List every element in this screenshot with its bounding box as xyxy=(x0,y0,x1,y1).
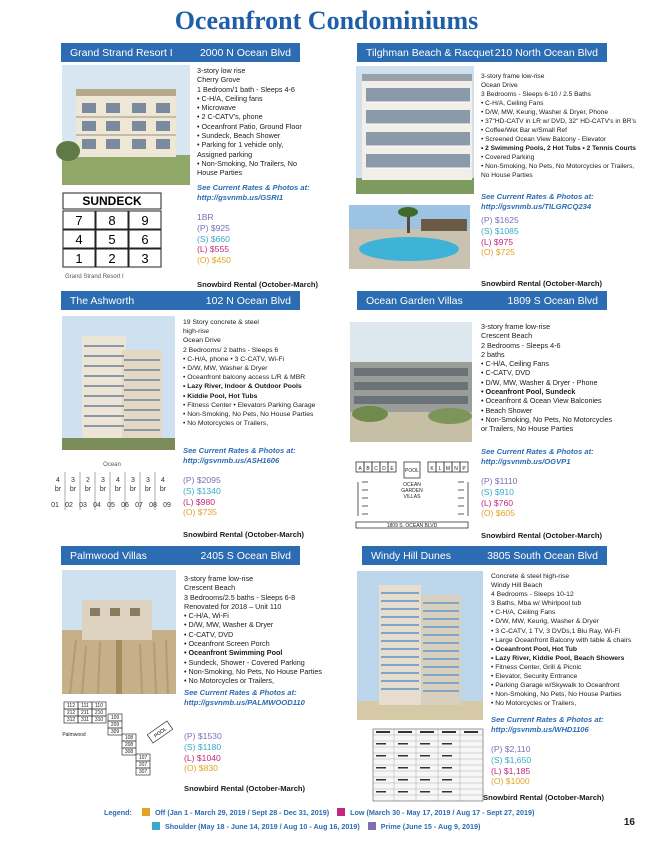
svg-text:br: br xyxy=(159,486,167,493)
price-list: (P) $2,110 (S) $1,650 (L) $1,185 (O) $1000 xyxy=(491,744,532,787)
rates-link[interactable]: See Current Rates & Photos at: http://gsvnmb.us/GSRI1 xyxy=(197,183,310,202)
svg-text:02: 02 xyxy=(65,502,73,509)
listing-name: Tilghman Beach & Racquet xyxy=(366,46,494,59)
svg-text:207: 207 xyxy=(138,762,148,768)
floor-plan-chart-windy-hill xyxy=(372,728,484,802)
listing-address: 3805 South Ocean Blvd xyxy=(487,549,598,562)
svg-text:Palmwood: Palmwood xyxy=(62,732,86,738)
listing-description: 3-story low rise Cherry Grove 1 Bedroom/1 bath - Sleeps 4-6 • C-H/A, Ceiling fans • Microwave • 2 C-CATV's, phone • Oceanfront Patio, Ground Floor • Sundeck, Beach Shower • Parking for 1 vehicle only, Assigned parking • Non-Smoking, No Trailers, No House Parties xyxy=(197,66,302,178)
diagram-sundeck: SUNDECK xyxy=(82,194,142,208)
svg-text:3: 3 xyxy=(141,251,149,266)
legend-row-2 xyxy=(152,822,480,831)
listing-description: 3-story frame low-rise Crescent Beach 2 Bedrooms - Sleeps 4-6 2 baths • C-H/A, Ceiling Fans • C-CATV, DVD • D/W, MW, Washer & Dryer - Phone • Oceanfront Pool, Sundeck • Oceanfront & Ocean View Balconies • Beach Shower • Non-Smoking, No Pets, No Motorcycles or Trailers, No House Parties xyxy=(481,322,613,434)
svg-text:2: 2 xyxy=(108,251,116,266)
svg-text:06: 06 xyxy=(121,502,129,509)
svg-text:210: 210 xyxy=(94,710,104,716)
legend-off: Off (Jan 1 - March 29, 2019 / Sept 28 - Dec 31, 2019) xyxy=(154,808,330,817)
svg-text:br: br xyxy=(114,486,122,493)
listing-photo-palmwood xyxy=(62,570,176,694)
svg-text:K: K xyxy=(430,466,434,472)
svg-text:4: 4 xyxy=(116,477,120,484)
listing-address: 102 N Ocean Blvd xyxy=(205,294,291,307)
site-diagram-ocean-garden xyxy=(354,460,472,530)
svg-text:9: 9 xyxy=(141,213,149,228)
svg-text:M: M xyxy=(445,466,451,472)
listing-description: Concrete & steel high-rise Windy Hill Beach 4 Bedrooms - Sleeps 10-12 3 Baths, Mba w/ Whirlpool tub • C-H/A, Ceiling Fans • D/W, MW, Keurig, Washer & Dryer • 3 C-CATV, 1 TV, 3 DVDs,1 Blu Ray, Wi-Fi • Large Oceanfront Balcony with table & chairs • Oceanfront Pool, Hot Tub • Lazy River, Kiddie Pool, Beach Showers • Fitness Center, Grill & Picnic • Elevator, Security Entrance • Parking Garage w/Skywalk to Oceanfront • Non-Smoking, No Pets, No House Parties • No Motorcycles or Trailers, xyxy=(491,573,632,708)
listing-name: Ocean Garden Villas xyxy=(366,294,463,307)
unit-diagram-palmwood xyxy=(62,700,180,778)
listing-name: Windy Hill Dunes xyxy=(371,549,451,562)
listing-photo-tilghman xyxy=(356,66,474,194)
svg-text:07: 07 xyxy=(135,502,143,509)
svg-text:L: L xyxy=(438,466,442,472)
svg-text:br: br xyxy=(99,486,107,493)
svg-text:212: 212 xyxy=(66,710,76,716)
svg-text:6: 6 xyxy=(141,232,149,247)
listing-photo-ashworth xyxy=(62,316,175,450)
svg-text:08: 08 xyxy=(149,502,157,509)
svg-text:A: A xyxy=(358,466,362,472)
svg-text:3: 3 xyxy=(101,477,105,484)
listing-photo-windy-hill xyxy=(357,571,483,720)
svg-text:211: 211 xyxy=(81,710,89,716)
svg-text:Grand Strand Resort I: Grand Strand Resort I xyxy=(65,274,124,280)
svg-text:P: P xyxy=(462,466,466,472)
listing-description: 3-story frame low-rise Crescent Beach 3 Bedrooms/2.5 baths - Sleeps 6-8 Renovated for 2018 – Unit 110 • C-H/A, Wi-Fi • D/W, MW, Washer & Dryer • C-CATV, DVD • Oceanfront Screen Porch • Oceanfront Swimming Pool • Sundeck, Shower - Covered Parking • Non-Smoking, No Pets, No House Parties • No Motorcycles or Trailers, xyxy=(184,574,322,686)
snowbird-label: Snowbird Rental (October-March) xyxy=(197,280,319,289)
svg-text:308: 308 xyxy=(124,749,134,755)
svg-text:307: 307 xyxy=(138,769,148,775)
svg-text:09: 09 xyxy=(163,502,171,509)
price-list: (P) $1110 (S) $910 (L) $760 (O) $605 xyxy=(481,476,518,519)
svg-text:3: 3 xyxy=(146,477,150,484)
listing-address: 2405 S Ocean Blvd xyxy=(200,549,291,562)
listing-photo-grand-strand xyxy=(62,65,190,185)
svg-text:7: 7 xyxy=(75,213,83,228)
svg-text:5: 5 xyxy=(108,232,116,247)
rates-link[interactable]: See Current Rates & Photos at: http://gsvnmb.us/PALMWOOD110 xyxy=(184,688,305,707)
rates-link[interactable]: See Current Rates & Photos at: http://gsvnmb.us/OGVP1 xyxy=(481,447,594,466)
svg-text:Ocean: Ocean xyxy=(103,462,121,468)
svg-text:br: br xyxy=(54,486,62,493)
price-list: (P) $2095 (S) $1340 (L) $980 (O) $735 xyxy=(183,475,221,518)
svg-text:4: 4 xyxy=(161,477,165,484)
listing-header-palmwood xyxy=(61,546,300,565)
svg-text:br: br xyxy=(129,486,137,493)
svg-text:312: 312 xyxy=(66,717,76,723)
svg-text:OCEAN: OCEAN xyxy=(403,482,421,488)
listing-name: Grand Strand Resort I xyxy=(70,46,173,59)
svg-text:309: 309 xyxy=(110,729,120,735)
svg-text:209: 209 xyxy=(110,722,120,728)
listing-address: 1809 S Ocean Blvd xyxy=(507,294,598,307)
listing-header-ocean-garden xyxy=(357,291,607,310)
svg-text:D: D xyxy=(382,466,386,472)
snowbird-label: Snowbird Rental (October-March) xyxy=(481,531,603,540)
svg-text:POOL: POOL xyxy=(405,468,419,474)
price-list: (P) $1625 (S) $1085 (L) $975 (O) $725 xyxy=(481,215,519,258)
snowbird-label: Snowbird Rental (October-March) xyxy=(183,530,305,539)
listing-header-ashworth xyxy=(61,291,300,310)
legend-prime: Prime (June 15 - Aug 9, 2019) xyxy=(380,822,481,831)
rates-link[interactable]: See Current Rates & Photos at: http://gsvnmb.us/TILGRCQ234 xyxy=(481,192,594,211)
svg-text:208: 208 xyxy=(124,742,134,748)
svg-text:2: 2 xyxy=(86,477,90,484)
legend-swatch-shoulder xyxy=(152,822,160,830)
svg-text:1809 S. OCEAN BLVD: 1809 S. OCEAN BLVD xyxy=(386,523,438,529)
svg-text:br: br xyxy=(69,486,77,493)
legend-label: Legend: xyxy=(104,808,132,817)
svg-text:04: 04 xyxy=(93,502,101,509)
svg-text:108: 108 xyxy=(124,735,134,741)
rates-link[interactable]: See Current Rates & Photos at: http://gsvnmb.us/ASH1606 xyxy=(183,446,296,465)
svg-text:3: 3 xyxy=(131,477,135,484)
legend-row-1 xyxy=(104,808,534,817)
svg-text:B: B xyxy=(366,466,370,472)
price-list: 1BR (P) $925 (S) $660 (L) $555 (O) $450 xyxy=(197,212,231,266)
legend-shoulder: Shoulder (May 18 - June 14, 2019 / Aug 10 - Aug 16, 2019) xyxy=(165,822,360,831)
listing-name: Palmwood Villas xyxy=(70,549,147,562)
listing-description: 19 Story concrete & steel high-rise Ocean Drive 2 Bedrooms/ 2 baths - Sleeps 6 • C-H/A, phone • 3 C-CATV, Wi-Fi • D/W, MW, Washer & Dryer • Oceanfront balcony access L/R & MBR • Lazy River, Indoor & Outdoor Pools • Kiddie Pool, Hot Tubs • Fitness Center • Elevators Parking Garage • Non-Smoking, No Pets, No House Parties • No Motorcycles or Trailers, xyxy=(183,319,316,428)
svg-text:111: 111 xyxy=(81,703,89,709)
svg-text:03: 03 xyxy=(79,502,87,509)
legend-swatch-off xyxy=(142,808,150,816)
listing-header-tilghman xyxy=(357,43,607,62)
svg-text:8: 8 xyxy=(108,213,116,228)
listing-description: 3-story frame low-rise Ocean Drive 3 Bedrooms - Sleeps 6-10 / 2.5 Baths • C-H/A, Ceiling Fans • D/W, MW, Keurig, Washer & Dryer, Phone • 37"HD-CATV in LR w/ DVD, 32" HD-CATV's in BR's • Coffee/Wet Bar w/Small Ref • Screened Ocean View Balcony - Elevator • 2 Swimming Pools, 2 Hot Tubs • 2 Tennis Courts • Covered Parking • Non-Smoking, No Pets, No Motorcycles or Trailers, No House Parties xyxy=(481,73,637,179)
legend-swatch-prime xyxy=(368,822,376,830)
svg-text:05: 05 xyxy=(107,502,115,509)
svg-text:N: N xyxy=(454,466,458,472)
svg-text:109: 109 xyxy=(110,715,120,721)
listing-header-grand-strand xyxy=(61,43,300,62)
svg-text:GARDEN: GARDEN xyxy=(401,488,423,494)
unit-diagram-grand-strand xyxy=(62,192,162,284)
svg-text:311: 311 xyxy=(81,717,89,723)
snowbird-label: Snowbird Rental (October-March) xyxy=(483,793,605,802)
svg-text:E: E xyxy=(390,466,394,472)
snowbird-label: Snowbird Rental (October-March) xyxy=(184,784,306,793)
page-title: Oceanfront Condominiums xyxy=(174,6,479,35)
unit-diagram-ashworth xyxy=(52,460,174,512)
listing-photo-ocean-garden xyxy=(350,322,472,442)
svg-text:3: 3 xyxy=(71,477,75,484)
svg-text:POOL: POOL xyxy=(153,726,168,740)
svg-text:C: C xyxy=(374,466,378,472)
svg-text:110: 110 xyxy=(95,703,103,709)
page-number: 16 xyxy=(623,817,635,828)
svg-text:4: 4 xyxy=(75,232,83,247)
svg-text:1: 1 xyxy=(75,251,83,266)
svg-text:br: br xyxy=(144,486,152,493)
rates-link[interactable]: See Current Rates & Photos at: http://gsvnmb.us/WHD1106 xyxy=(491,715,604,734)
svg-text:01: 01 xyxy=(51,502,59,509)
listing-address: 210 North Ocean Blvd xyxy=(494,46,598,59)
svg-text:4: 4 xyxy=(56,477,60,484)
svg-text:112: 112 xyxy=(67,703,75,709)
listing-name: The Ashworth xyxy=(70,294,135,307)
svg-text:VILLAS: VILLAS xyxy=(403,494,421,500)
listing-header-windy-hill xyxy=(362,546,607,565)
listing-address: 2000 N Ocean Blvd xyxy=(199,46,291,59)
price-list: (P) $1530 (S) $1180 (L) $1040 (O) $830 xyxy=(184,731,222,774)
snowbird-label: Snowbird Rental (October-March) xyxy=(481,279,603,288)
svg-text:310: 310 xyxy=(94,717,104,723)
pool-photo-tilghman xyxy=(349,205,470,269)
legend-low: Low (March 30 - May 17, 2019 / Aug 17 - Sept 27, 2019) xyxy=(350,808,535,817)
svg-text:107: 107 xyxy=(138,755,148,761)
svg-text:br: br xyxy=(84,486,92,493)
legend-swatch-low xyxy=(337,808,345,816)
